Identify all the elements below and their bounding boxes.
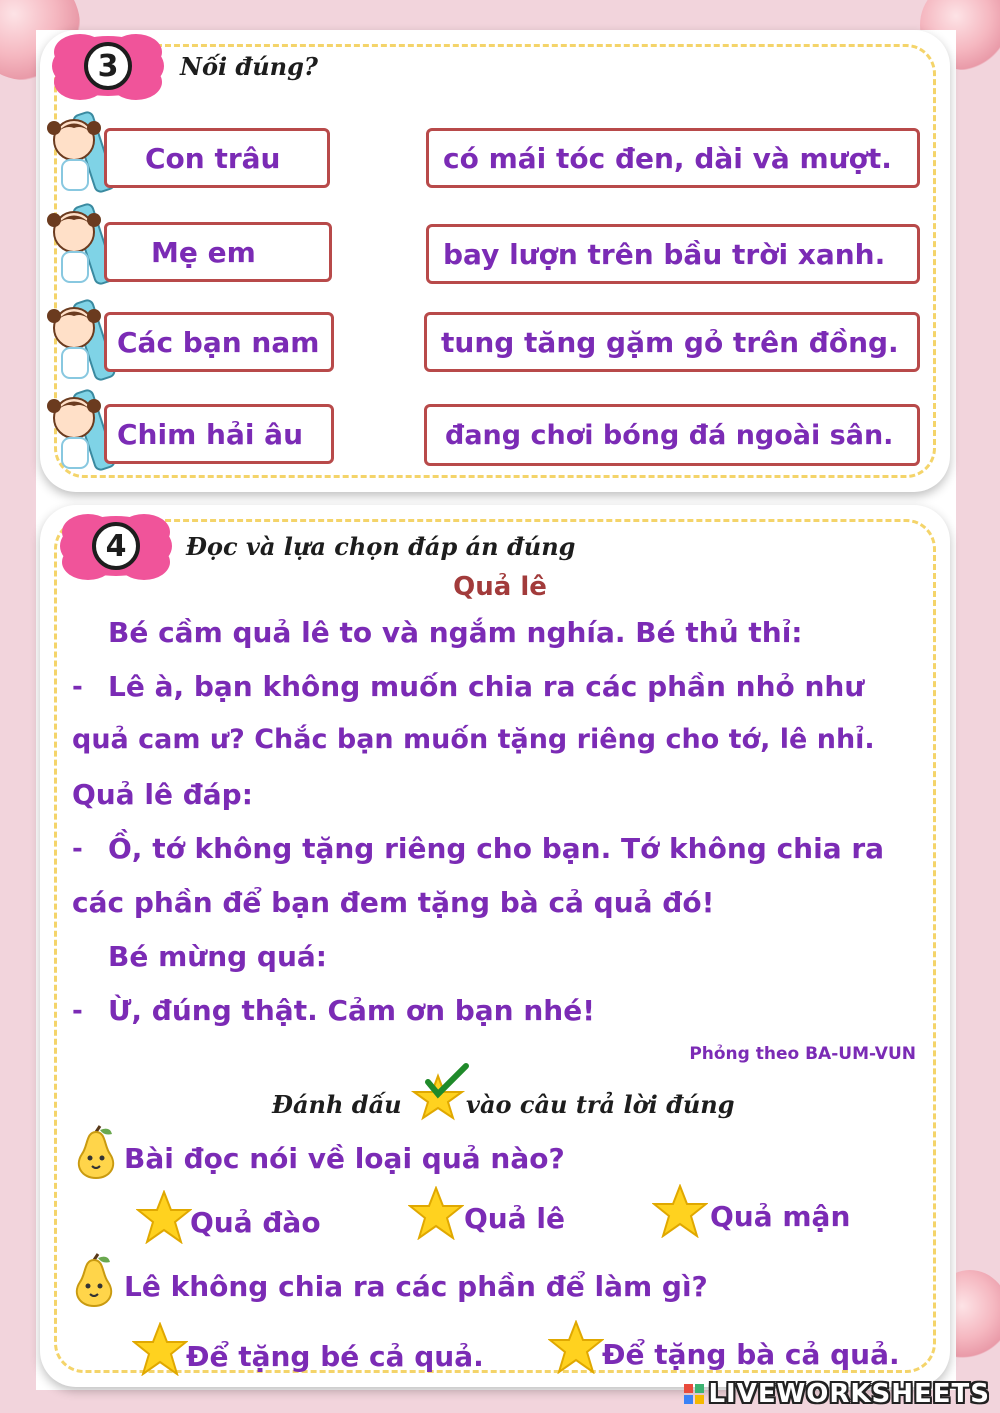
logo-grid-icon (684, 1384, 704, 1404)
star-check-icon (410, 1062, 470, 1122)
option-star-1-3[interactable] (652, 1184, 708, 1238)
option-1-3-label: Quả mận (710, 1200, 851, 1233)
story-line-2: Lê à, bạn không muốn chia ra các phần nhỏ như (108, 670, 865, 703)
question-2: Lê không chia ra các phần để làm gì? (124, 1270, 708, 1303)
story-source: Phỏng theo BA-UM-VUN (689, 1044, 916, 1064)
match-left-item-1[interactable]: Con trâu (104, 128, 330, 188)
pear-icon (72, 1252, 116, 1308)
exercise-4-title: Đọc và lựa chọn đáp án đúng (186, 532, 576, 561)
exercise-4-badge (58, 512, 174, 580)
story-line-1: Bé cầm quả lê to và ngắm nghía. Bé thủ thỉ: (108, 616, 803, 649)
instruction-after: vào câu trả lời đúng (466, 1090, 735, 1119)
logo-text: LIVEWORKSHEETS (708, 1379, 990, 1409)
match-left-item-2[interactable]: Mẹ em (104, 222, 332, 282)
exercise-3-number: 3 (84, 42, 132, 90)
dialogue-dash: - (72, 834, 83, 864)
liveworksheets-logo (684, 1379, 990, 1409)
story-line-7: Bé mừng quá: (108, 940, 327, 973)
option-1-2-label: Quả lê (464, 1202, 565, 1235)
story-line-3: quả cam ư? Chắc bạn muốn tặng riêng cho tớ, lê nhỉ. (72, 724, 875, 755)
option-star-2-2[interactable] (548, 1320, 604, 1374)
question-1: Bài đọc nói về loại quả nào? (124, 1142, 565, 1175)
story-line-5: Ồ, tớ không tặng riêng cho bạn. Tớ không chia ra (108, 832, 885, 865)
dialogue-dash: - (72, 672, 83, 702)
option-2-1-label: Để tặng bé cả quả. (186, 1340, 484, 1373)
exercise-3-title: Nối đúng? (180, 52, 318, 81)
match-right-item-2[interactable]: bay lượn trên bầu trời xanh. (426, 224, 920, 284)
match-left-item-4[interactable]: Chim hải âu (104, 404, 334, 464)
match-right-item-4[interactable]: đang chơi bóng đá ngoài sân. (424, 404, 920, 466)
story-line-4: Quả lê đáp: (72, 778, 253, 811)
instruction-before: Đánh dấu (272, 1090, 402, 1119)
match-right-item-3[interactable]: tung tăng gặm gỏ trên đồng. (424, 312, 920, 372)
match-right-item-1[interactable]: có mái tóc đen, dài và mượt. (426, 128, 920, 188)
story-line-6: các phần để bạn đem tặng bà cả quả đó! (72, 886, 715, 919)
story-title: Quả lê (453, 572, 547, 602)
option-1-1-label: Quả đào (190, 1206, 321, 1239)
option-star-1-1[interactable] (136, 1190, 192, 1244)
exercise-4-number: 4 (92, 522, 140, 570)
option-2-2-label: Để tặng bà cả quả. (602, 1338, 900, 1371)
exercise-3-badge (50, 32, 166, 100)
story-line-8: Ừ, đúng thật. Cảm ơn bạn nhé! (108, 994, 595, 1027)
pear-icon (74, 1124, 118, 1180)
match-left-item-3[interactable]: Các bạn nam (104, 312, 334, 372)
option-star-1-2[interactable] (408, 1186, 464, 1240)
dialogue-dash: - (72, 996, 83, 1026)
option-star-2-1[interactable] (132, 1322, 188, 1376)
